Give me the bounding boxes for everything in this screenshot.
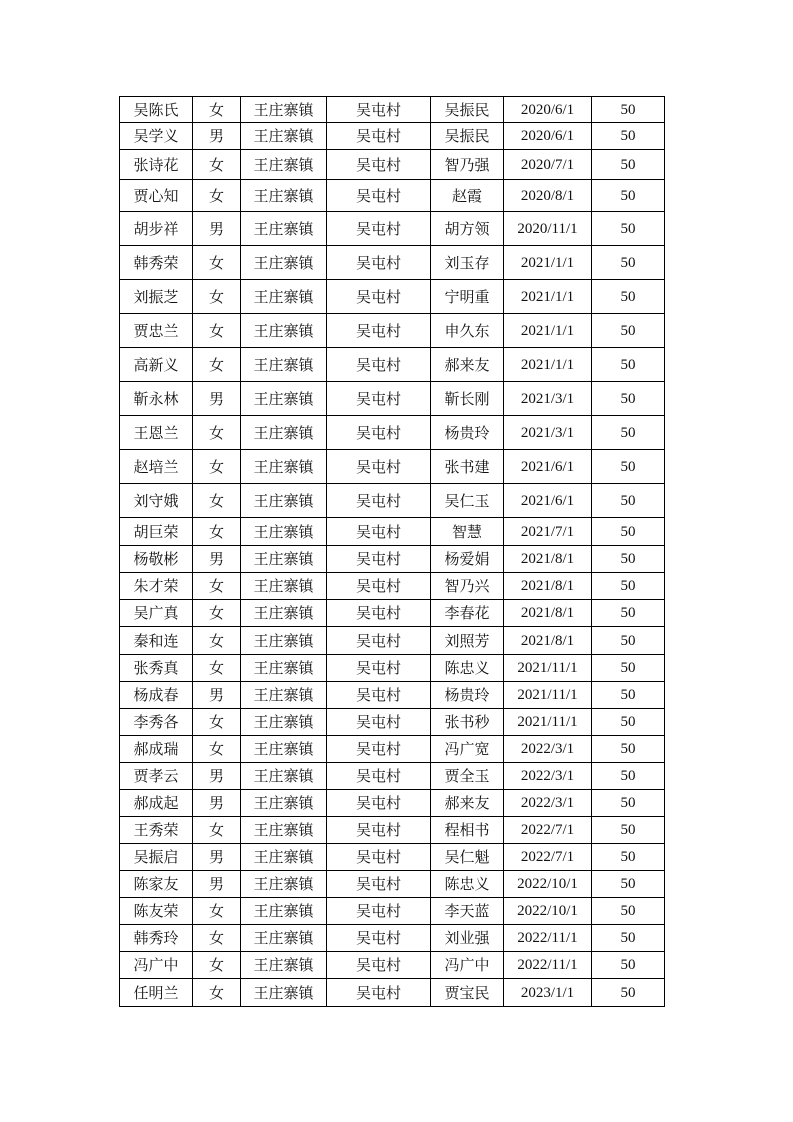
table-row xyxy=(120,979,665,1007)
amount-cell: 50 xyxy=(592,416,665,450)
gender-cell: 男 xyxy=(193,790,241,817)
name-cell: 胡步祥 xyxy=(120,212,193,246)
amount-cell: 50 xyxy=(592,682,665,709)
amount-cell: 50 xyxy=(592,844,665,871)
town-cell: 王庄寨镇 xyxy=(241,518,327,546)
town-cell: 王庄寨镇 xyxy=(241,627,327,655)
name-cell: 吴振启 xyxy=(120,844,193,871)
gender-cell: 女 xyxy=(193,180,241,212)
name-cell: 王恩兰 xyxy=(120,416,193,450)
gender-cell: 女 xyxy=(193,314,241,348)
date-cell: 2021/11/1 xyxy=(504,682,592,709)
name-cell: 杨敬彬 xyxy=(120,546,193,573)
gender-cell: 女 xyxy=(193,655,241,682)
name-cell: 贾孝云 xyxy=(120,763,193,790)
gender-cell: 女 xyxy=(193,348,241,382)
amount-cell: 50 xyxy=(592,484,665,518)
village-cell: 吴屯村 xyxy=(327,484,431,518)
table-row xyxy=(120,898,665,925)
contact-cell: 智乃兴 xyxy=(431,573,504,600)
village-cell: 吴屯村 xyxy=(327,655,431,682)
name-cell: 刘守娥 xyxy=(120,484,193,518)
gender-cell: 女 xyxy=(193,416,241,450)
date-cell: 2021/3/1 xyxy=(504,416,592,450)
date-cell: 2022/10/1 xyxy=(504,871,592,898)
date-cell: 2020/8/1 xyxy=(504,180,592,212)
name-cell: 任明兰 xyxy=(120,979,193,1007)
village-cell: 吴屯村 xyxy=(327,600,431,627)
date-cell: 2020/6/1 xyxy=(504,97,592,123)
town-cell: 王庄寨镇 xyxy=(241,925,327,952)
contact-cell: 刘照芳 xyxy=(431,627,504,655)
gender-cell: 女 xyxy=(193,898,241,925)
amount-cell: 50 xyxy=(592,518,665,546)
contact-cell: 贾宝民 xyxy=(431,979,504,1007)
date-cell: 2022/7/1 xyxy=(504,817,592,844)
contact-cell: 杨贵玲 xyxy=(431,682,504,709)
date-cell: 2022/3/1 xyxy=(504,790,592,817)
town-cell: 王庄寨镇 xyxy=(241,655,327,682)
village-cell: 吴屯村 xyxy=(327,763,431,790)
date-cell: 2020/11/1 xyxy=(504,212,592,246)
gender-cell: 女 xyxy=(193,925,241,952)
table-row xyxy=(120,952,665,979)
table-row xyxy=(120,382,665,416)
table-row xyxy=(120,450,665,484)
amount-cell: 50 xyxy=(592,123,665,150)
contact-cell: 冯广宽 xyxy=(431,736,504,763)
contact-cell: 陈忠义 xyxy=(431,871,504,898)
amount-cell: 50 xyxy=(592,790,665,817)
gender-cell: 男 xyxy=(193,682,241,709)
village-cell: 吴屯村 xyxy=(327,627,431,655)
name-cell: 朱才荣 xyxy=(120,573,193,600)
contact-cell: 靳长刚 xyxy=(431,382,504,416)
table-row xyxy=(120,655,665,682)
village-cell: 吴屯村 xyxy=(327,280,431,314)
gender-cell: 男 xyxy=(193,871,241,898)
town-cell: 王庄寨镇 xyxy=(241,97,327,123)
village-cell: 吴屯村 xyxy=(327,546,431,573)
name-cell: 秦和连 xyxy=(120,627,193,655)
amount-cell: 50 xyxy=(592,600,665,627)
name-cell: 贾忠兰 xyxy=(120,314,193,348)
date-cell: 2022/11/1 xyxy=(504,952,592,979)
table-row xyxy=(120,280,665,314)
table-row xyxy=(120,212,665,246)
town-cell: 王庄寨镇 xyxy=(241,682,327,709)
village-cell: 吴屯村 xyxy=(327,817,431,844)
contact-cell: 赵霞 xyxy=(431,180,504,212)
table-row xyxy=(120,925,665,952)
contact-cell: 李天蓝 xyxy=(431,898,504,925)
gender-cell: 女 xyxy=(193,817,241,844)
town-cell: 王庄寨镇 xyxy=(241,736,327,763)
town-cell: 王庄寨镇 xyxy=(241,844,327,871)
amount-cell: 50 xyxy=(592,952,665,979)
name-cell: 王秀荣 xyxy=(120,817,193,844)
gender-cell: 女 xyxy=(193,150,241,180)
gender-cell: 男 xyxy=(193,546,241,573)
town-cell: 王庄寨镇 xyxy=(241,484,327,518)
name-cell: 吴陈氏 xyxy=(120,97,193,123)
table-row xyxy=(120,348,665,382)
village-cell: 吴屯村 xyxy=(327,898,431,925)
gender-cell: 女 xyxy=(193,280,241,314)
gender-cell: 女 xyxy=(193,573,241,600)
town-cell: 王庄寨镇 xyxy=(241,348,327,382)
name-cell: 陈友荣 xyxy=(120,898,193,925)
table-row xyxy=(120,484,665,518)
village-cell: 吴屯村 xyxy=(327,123,431,150)
date-cell: 2021/6/1 xyxy=(504,450,592,484)
village-cell: 吴屯村 xyxy=(327,180,431,212)
date-cell: 2021/8/1 xyxy=(504,546,592,573)
table-row xyxy=(120,573,665,600)
date-cell: 2022/3/1 xyxy=(504,763,592,790)
amount-cell: 50 xyxy=(592,150,665,180)
village-cell: 吴屯村 xyxy=(327,709,431,736)
table-row xyxy=(120,682,665,709)
table-row xyxy=(120,416,665,450)
table-row xyxy=(120,518,665,546)
date-cell: 2022/7/1 xyxy=(504,844,592,871)
contact-cell: 陈忠义 xyxy=(431,655,504,682)
table-row xyxy=(120,97,665,123)
date-cell: 2022/3/1 xyxy=(504,736,592,763)
table-row xyxy=(120,844,665,871)
contact-cell: 郝来友 xyxy=(431,348,504,382)
name-cell: 杨成春 xyxy=(120,682,193,709)
contact-cell: 吴仁玉 xyxy=(431,484,504,518)
village-cell: 吴屯村 xyxy=(327,925,431,952)
gender-cell: 男 xyxy=(193,382,241,416)
date-cell: 2021/3/1 xyxy=(504,382,592,416)
date-cell: 2021/11/1 xyxy=(504,709,592,736)
amount-cell: 50 xyxy=(592,212,665,246)
amount-cell: 50 xyxy=(592,925,665,952)
village-cell: 吴屯村 xyxy=(327,97,431,123)
date-cell: 2021/1/1 xyxy=(504,246,592,280)
date-cell: 2020/6/1 xyxy=(504,123,592,150)
name-cell: 吴学义 xyxy=(120,123,193,150)
table-row xyxy=(120,790,665,817)
date-cell: 2021/1/1 xyxy=(504,348,592,382)
name-cell: 靳永林 xyxy=(120,382,193,416)
village-cell: 吴屯村 xyxy=(327,416,431,450)
village-cell: 吴屯村 xyxy=(327,736,431,763)
table-row xyxy=(120,709,665,736)
amount-cell: 50 xyxy=(592,314,665,348)
contact-cell: 郝来友 xyxy=(431,790,504,817)
gender-cell: 女 xyxy=(193,736,241,763)
town-cell: 王庄寨镇 xyxy=(241,314,327,348)
gender-cell: 女 xyxy=(193,518,241,546)
town-cell: 王庄寨镇 xyxy=(241,817,327,844)
date-cell: 2021/6/1 xyxy=(504,484,592,518)
town-cell: 王庄寨镇 xyxy=(241,450,327,484)
table-row xyxy=(120,546,665,573)
town-cell: 王庄寨镇 xyxy=(241,546,327,573)
name-cell: 郝成起 xyxy=(120,790,193,817)
table-row xyxy=(120,123,665,150)
contact-cell: 吴振民 xyxy=(431,123,504,150)
table-row xyxy=(120,246,665,280)
village-cell: 吴屯村 xyxy=(327,518,431,546)
amount-cell: 50 xyxy=(592,280,665,314)
contact-cell: 吴仁魁 xyxy=(431,844,504,871)
village-cell: 吴屯村 xyxy=(327,952,431,979)
village-cell: 吴屯村 xyxy=(327,871,431,898)
contact-cell: 贾全玉 xyxy=(431,763,504,790)
village-cell: 吴屯村 xyxy=(327,314,431,348)
amount-cell: 50 xyxy=(592,763,665,790)
town-cell: 王庄寨镇 xyxy=(241,123,327,150)
contact-cell: 刘玉存 xyxy=(431,246,504,280)
amount-cell: 50 xyxy=(592,979,665,1007)
table-row xyxy=(120,627,665,655)
gender-cell: 女 xyxy=(193,952,241,979)
town-cell: 王庄寨镇 xyxy=(241,763,327,790)
table-row xyxy=(120,817,665,844)
contact-cell: 张书建 xyxy=(431,450,504,484)
amount-cell: 50 xyxy=(592,450,665,484)
village-cell: 吴屯村 xyxy=(327,979,431,1007)
contact-cell: 智乃强 xyxy=(431,150,504,180)
town-cell: 王庄寨镇 xyxy=(241,790,327,817)
amount-cell: 50 xyxy=(592,382,665,416)
table-row xyxy=(120,314,665,348)
contact-cell: 刘业强 xyxy=(431,925,504,952)
roster-table-body xyxy=(120,97,665,1007)
village-cell: 吴屯村 xyxy=(327,382,431,416)
name-cell: 郝成瑞 xyxy=(120,736,193,763)
town-cell: 王庄寨镇 xyxy=(241,600,327,627)
village-cell: 吴屯村 xyxy=(327,844,431,871)
date-cell: 2021/7/1 xyxy=(504,518,592,546)
date-cell: 2021/8/1 xyxy=(504,573,592,600)
gender-cell: 女 xyxy=(193,450,241,484)
roster-table xyxy=(119,96,665,1007)
name-cell: 高新义 xyxy=(120,348,193,382)
contact-cell: 程相书 xyxy=(431,817,504,844)
date-cell: 2021/8/1 xyxy=(504,627,592,655)
date-cell: 2020/7/1 xyxy=(504,150,592,180)
table-row xyxy=(120,600,665,627)
amount-cell: 50 xyxy=(592,736,665,763)
gender-cell: 男 xyxy=(193,763,241,790)
gender-cell: 女 xyxy=(193,627,241,655)
gender-cell: 女 xyxy=(193,600,241,627)
gender-cell: 男 xyxy=(193,123,241,150)
village-cell: 吴屯村 xyxy=(327,150,431,180)
contact-cell: 胡方领 xyxy=(431,212,504,246)
name-cell: 韩秀玲 xyxy=(120,925,193,952)
gender-cell: 女 xyxy=(193,246,241,280)
table-row xyxy=(120,150,665,180)
name-cell: 陈家友 xyxy=(120,871,193,898)
village-cell: 吴屯村 xyxy=(327,790,431,817)
name-cell: 冯广中 xyxy=(120,952,193,979)
amount-cell: 50 xyxy=(592,97,665,123)
name-cell: 贾心知 xyxy=(120,180,193,212)
gender-cell: 男 xyxy=(193,212,241,246)
name-cell: 胡巨荣 xyxy=(120,518,193,546)
name-cell: 吴广真 xyxy=(120,600,193,627)
contact-cell: 张书秒 xyxy=(431,709,504,736)
contact-cell: 吴振民 xyxy=(431,97,504,123)
amount-cell: 50 xyxy=(592,546,665,573)
contact-cell: 申久东 xyxy=(431,314,504,348)
contact-cell: 智慧 xyxy=(431,518,504,546)
name-cell: 张秀真 xyxy=(120,655,193,682)
amount-cell: 50 xyxy=(592,871,665,898)
village-cell: 吴屯村 xyxy=(327,573,431,600)
town-cell: 王庄寨镇 xyxy=(241,416,327,450)
contact-cell: 冯广中 xyxy=(431,952,504,979)
contact-cell: 杨贵玲 xyxy=(431,416,504,450)
village-cell: 吴屯村 xyxy=(327,348,431,382)
table-row xyxy=(120,763,665,790)
date-cell: 2021/1/1 xyxy=(504,280,592,314)
name-cell: 赵培兰 xyxy=(120,450,193,484)
date-cell: 2022/11/1 xyxy=(504,925,592,952)
town-cell: 王庄寨镇 xyxy=(241,382,327,416)
town-cell: 王庄寨镇 xyxy=(241,246,327,280)
date-cell: 2021/1/1 xyxy=(504,314,592,348)
town-cell: 王庄寨镇 xyxy=(241,280,327,314)
town-cell: 王庄寨镇 xyxy=(241,709,327,736)
date-cell: 2021/11/1 xyxy=(504,655,592,682)
table-row xyxy=(120,736,665,763)
amount-cell: 50 xyxy=(592,709,665,736)
village-cell: 吴屯村 xyxy=(327,450,431,484)
date-cell: 2021/8/1 xyxy=(504,600,592,627)
town-cell: 王庄寨镇 xyxy=(241,212,327,246)
town-cell: 王庄寨镇 xyxy=(241,573,327,600)
amount-cell: 50 xyxy=(592,817,665,844)
amount-cell: 50 xyxy=(592,180,665,212)
date-cell: 2023/1/1 xyxy=(504,979,592,1007)
amount-cell: 50 xyxy=(592,246,665,280)
town-cell: 王庄寨镇 xyxy=(241,979,327,1007)
name-cell: 李秀各 xyxy=(120,709,193,736)
amount-cell: 50 xyxy=(592,898,665,925)
name-cell: 刘振芝 xyxy=(120,280,193,314)
amount-cell: 50 xyxy=(592,627,665,655)
town-cell: 王庄寨镇 xyxy=(241,180,327,212)
town-cell: 王庄寨镇 xyxy=(241,952,327,979)
amount-cell: 50 xyxy=(592,348,665,382)
gender-cell: 女 xyxy=(193,979,241,1007)
table-row xyxy=(120,180,665,212)
town-cell: 王庄寨镇 xyxy=(241,871,327,898)
gender-cell: 女 xyxy=(193,484,241,518)
name-cell: 张诗花 xyxy=(120,150,193,180)
gender-cell: 男 xyxy=(193,844,241,871)
date-cell: 2022/10/1 xyxy=(504,898,592,925)
amount-cell: 50 xyxy=(592,573,665,600)
contact-cell: 李春花 xyxy=(431,600,504,627)
town-cell: 王庄寨镇 xyxy=(241,898,327,925)
gender-cell: 女 xyxy=(193,709,241,736)
table-row xyxy=(120,871,665,898)
amount-cell: 50 xyxy=(592,655,665,682)
name-cell: 韩秀荣 xyxy=(120,246,193,280)
town-cell: 王庄寨镇 xyxy=(241,150,327,180)
contact-cell: 杨爱娟 xyxy=(431,546,504,573)
village-cell: 吴屯村 xyxy=(327,212,431,246)
contact-cell: 宁明重 xyxy=(431,280,504,314)
village-cell: 吴屯村 xyxy=(327,682,431,709)
gender-cell: 女 xyxy=(193,97,241,123)
village-cell: 吴屯村 xyxy=(327,246,431,280)
